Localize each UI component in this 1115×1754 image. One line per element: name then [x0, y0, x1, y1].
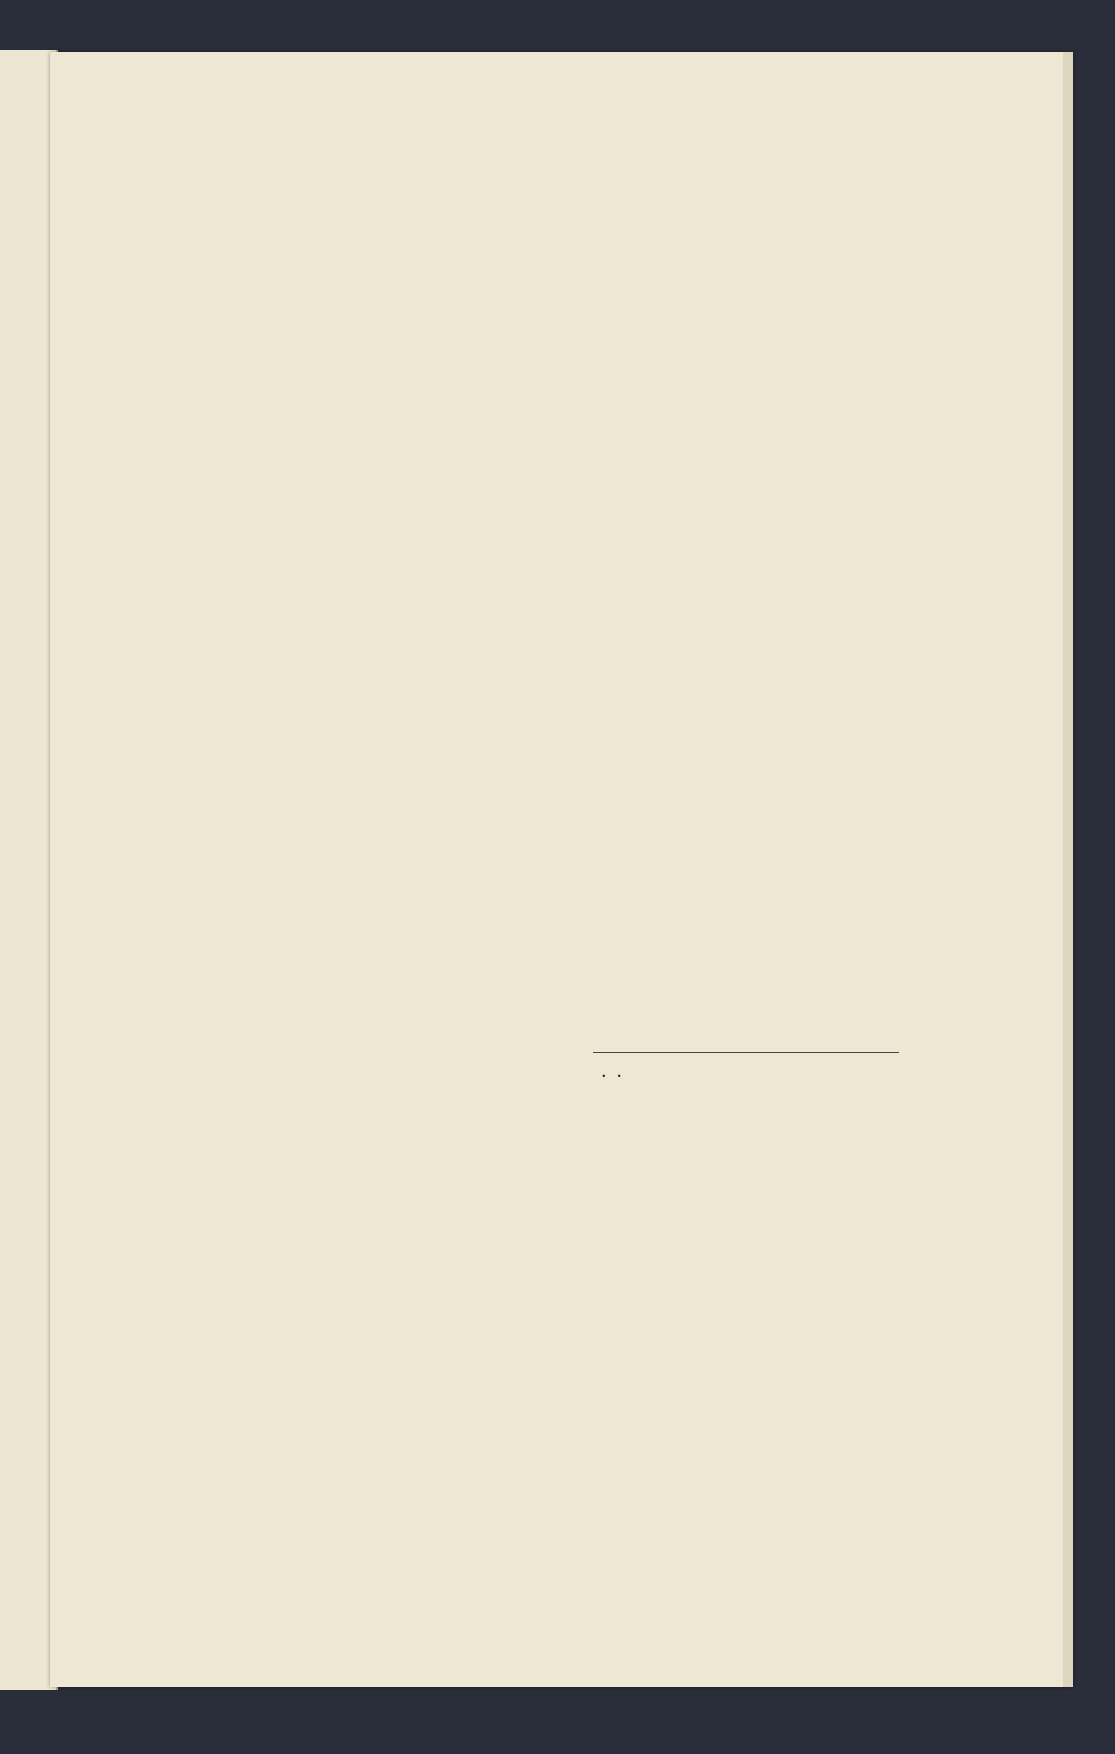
- total-dots: . .: [591, 1060, 632, 1082]
- total-row: [591, 1058, 632, 1085]
- total-rule: [593, 1052, 899, 1053]
- document-page: [50, 52, 1073, 1687]
